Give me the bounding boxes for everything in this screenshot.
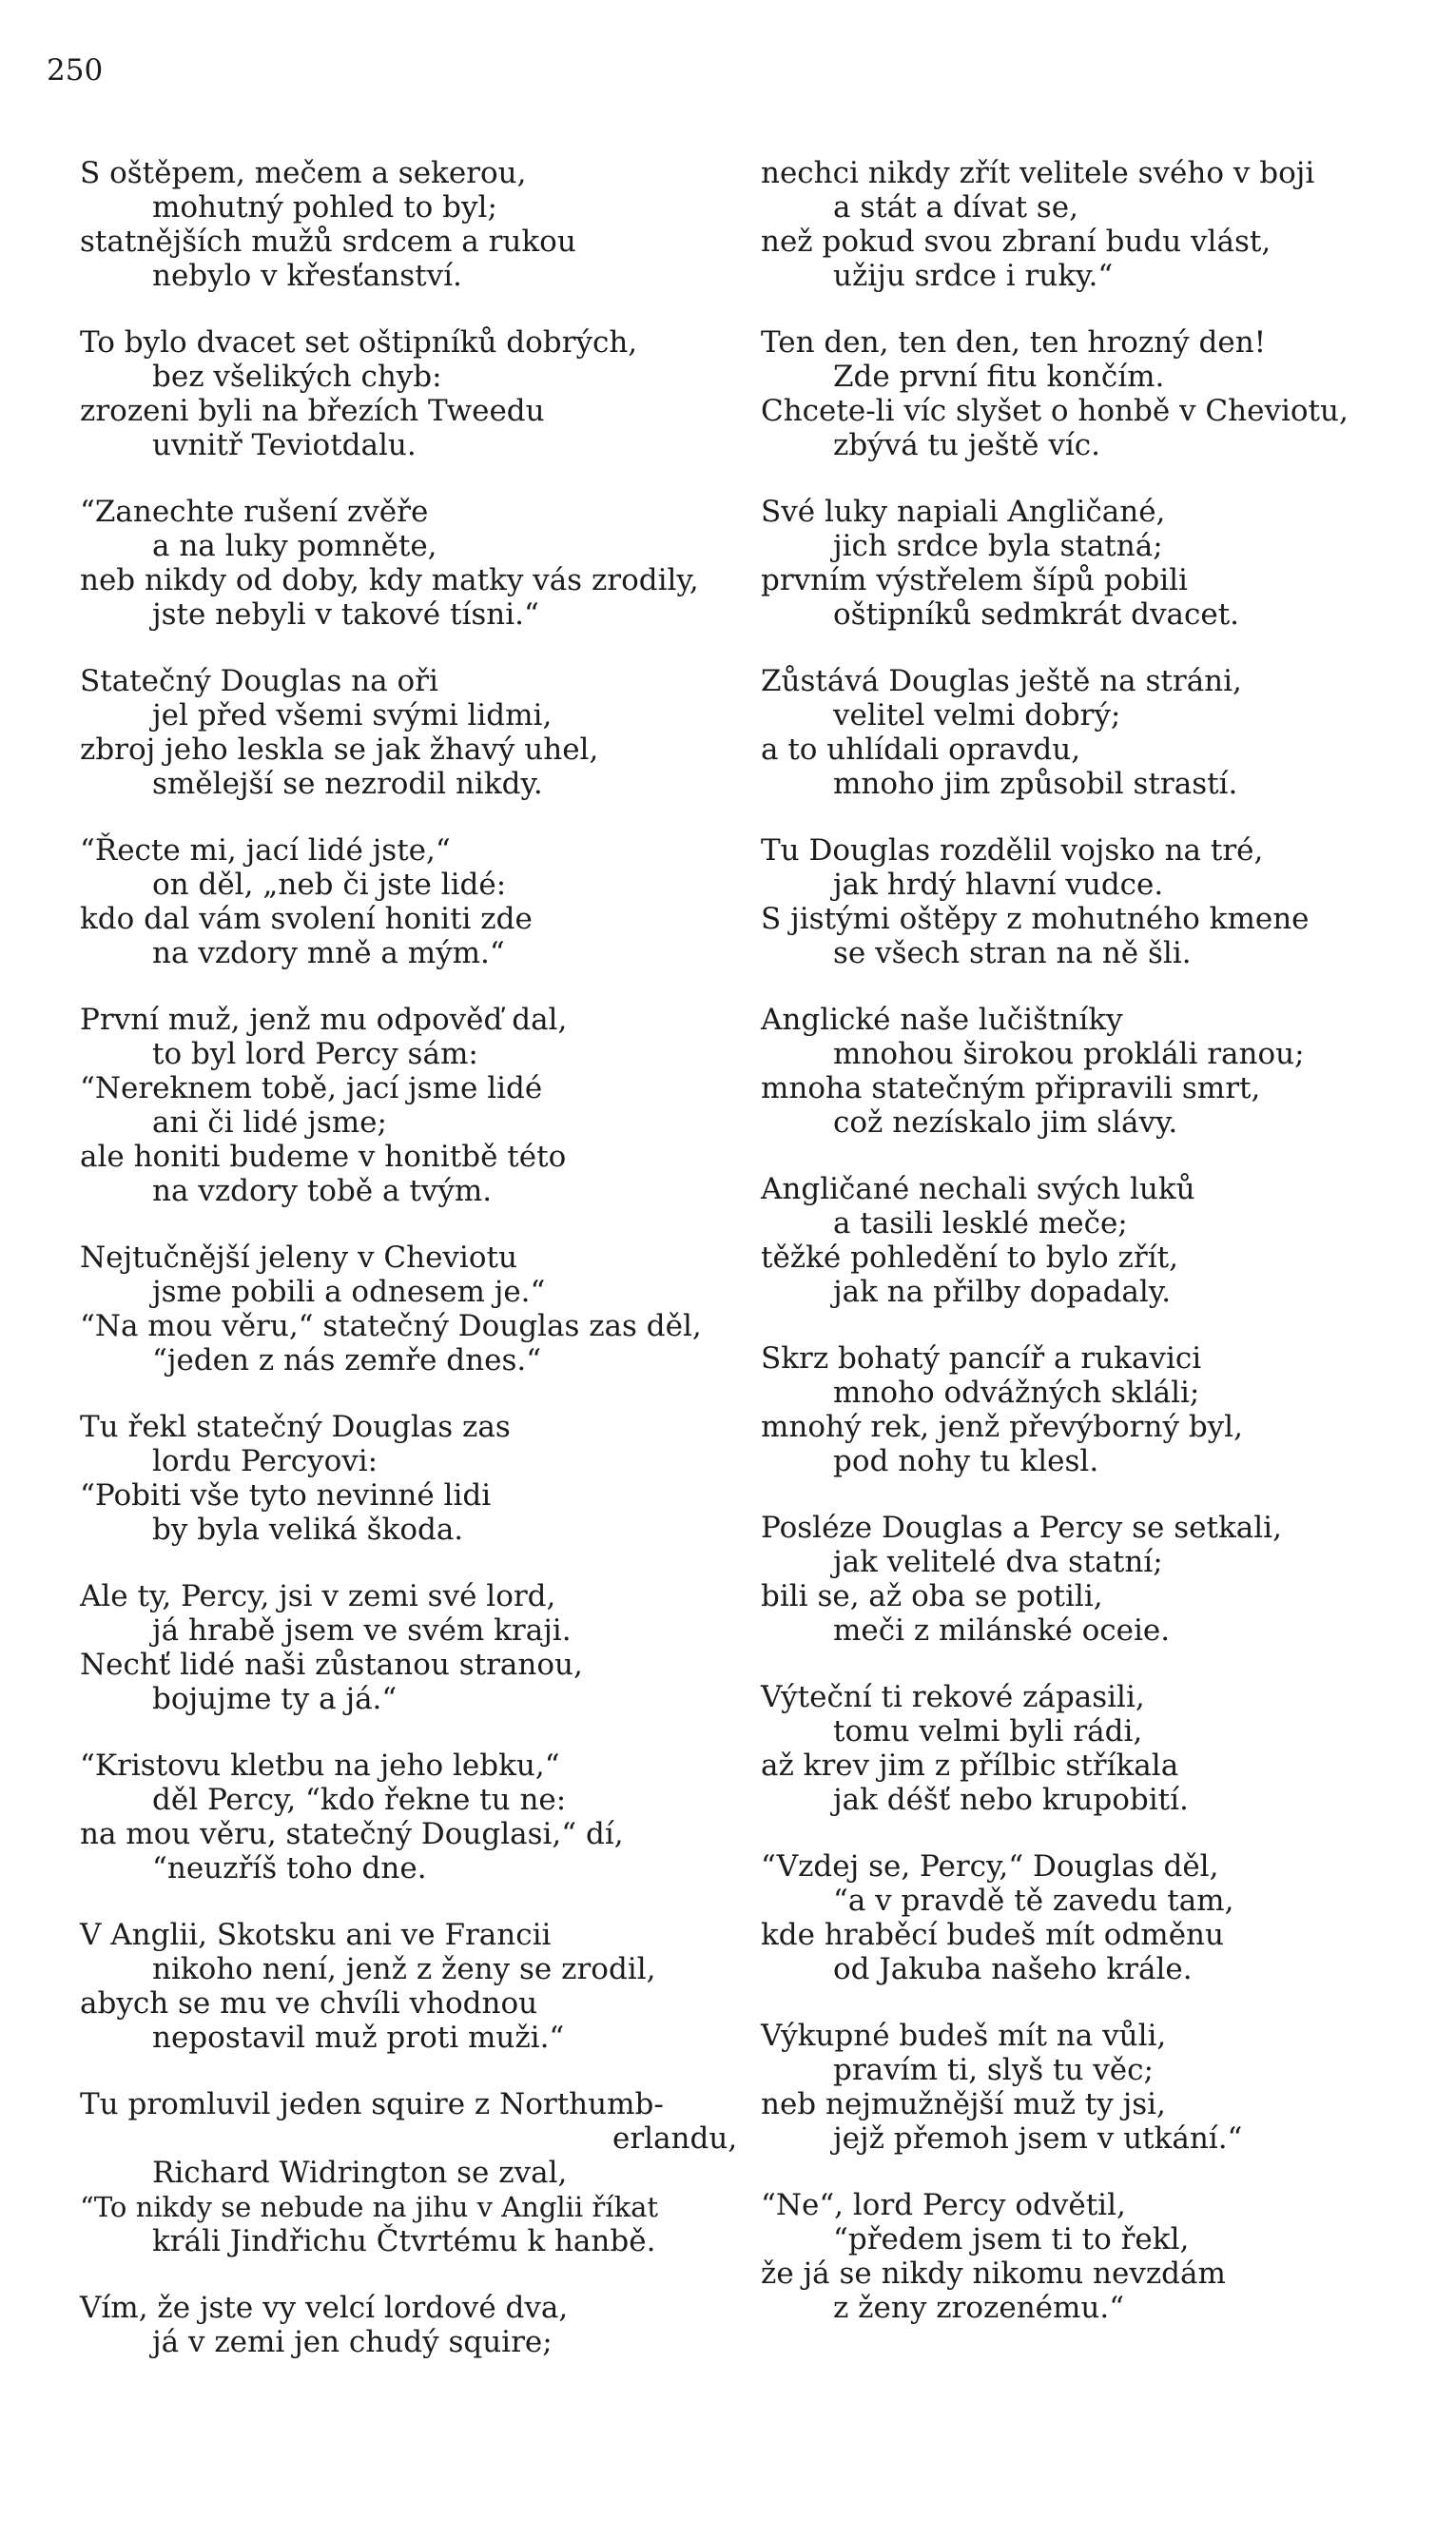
verse-line: Zůstává Douglas ještě na stráni, [761,664,1242,698]
stanza [80,495,746,632]
verse-line: “předem jsem ti to řekl, [833,2222,1190,2257]
verse-line: jak na přilby dopadaly. [833,1275,1172,1309]
verse-line: zbývá tu ještě víc. [833,428,1100,462]
stanza [80,325,746,462]
verse-line: Nejtučnější jeleny v Cheviotu [80,1241,517,1275]
verse-line: Své luky napiali Angličané, [761,495,1166,529]
verse-line: to byl lord Percy sám: [152,1037,478,1071]
verse-line: První muž, jenž mu odpověď dal, [80,1003,568,1037]
stanza [761,156,1441,293]
verse-line: Tu Douglas rozdělil vojsko na tré, [761,833,1264,868]
verse-line: “jeden z nás zemře dnes.“ [152,1343,542,1377]
verse-line: Ale ty, Percy, jsi v zemi své lord, [80,1579,556,1613]
verse-line: jejž přemoh jsem v utkání.“ [833,2121,1243,2156]
verse-line: “Pobiti vše tyto nevinné lidi [80,1478,492,1513]
verse-line: S oštěpem, mečem a sekerou, [80,156,527,190]
verse-line: Ten den, ten den, ten hrozný den! [761,325,1267,360]
verse-line: “Nereknem tobě, jací jsme lidé [80,1071,543,1105]
stanza [761,1849,1441,1986]
verse-line: “Ne“, lord Percy odvětil, [761,2188,1126,2222]
verse-line: bez všelikých chyb: [152,360,442,394]
stanza [761,833,1441,970]
verse-line: pravím ti, slyš tu věc; [833,2053,1154,2087]
left-column [80,156,746,2392]
stanza [761,325,1441,462]
verse-line: jak déšť nebo krupobití. [833,1783,1189,1817]
verse-line: abych se mu ve chvíli vhodnou [80,1986,538,2021]
verse-line: jsme pobili a odnesem je.“ [152,1275,546,1309]
verse-line: ale honiti budeme v honitbě této [80,1140,567,1174]
verse-line: jich srdce byla statná; [833,529,1163,563]
verse-line: Nechť lidé naši zůstanou stranou, [80,1648,583,1682]
verse-line: já hrabě jsem ve svém kraji. [152,1613,572,1648]
verse-line: těžké pohledění to bylo zřít, [761,1241,1178,1275]
verse-line: “neuzříš toho dne. [152,1851,427,1885]
verse-line: nechci nikdy zřít velitele svého v boji [761,156,1315,190]
verse-line: by byla veliká škoda. [152,1513,464,1547]
verse-line: mnohý rek, jenž převýborný byl, [761,1410,1243,1444]
verse-line: Statečný Douglas na oři [80,664,438,698]
stanza [80,1749,746,1885]
verse-line: Chcete-li víc slyšet o honbě v Cheviotu, [761,394,1349,428]
stanza [80,1918,746,2055]
verse-line: uvnitř Teviotdalu. [152,428,417,462]
verse-line: od Jakuba našeho krále. [833,1952,1193,1986]
verse-line: se všech stran na ně šli. [833,936,1192,970]
verse-line: prvním výstřelem šípů pobili [761,563,1188,597]
verse-line: zbroj jeho leskla se jak žhavý uhel, [80,733,599,767]
stanza [761,2019,1441,2156]
verse-line: Výteční ti rekové zápasili, [761,1680,1145,1714]
verse-line: lordu Percyovi: [152,1444,379,1478]
verse-line: jste nebyli v takové tísni.“ [152,597,539,632]
verse-line: tomu velmi byli rádi, [833,1714,1143,1749]
verse-line: mnoho jim způsobil strastí. [833,767,1238,801]
verse-line: mnoha statečným připravili smrt, [761,1071,1261,1105]
verse-line: děl Percy, “kdo řekne tu ne: [152,1783,567,1817]
stanza [80,2087,746,2258]
verse-line: To bylo dvacet set oštipníků dobrých, [80,325,638,360]
verse-line: užiju srdce i ruky.“ [833,259,1114,293]
verse-line: Anglické naše lučištníky [761,1003,1123,1037]
verse-line: zrozeni byli na březích Tweedu [80,394,545,428]
verse-line: Tu promluvil jeden squire z Northumb- [80,2087,664,2121]
stanza [80,1410,746,1547]
verse-line: na vzdory mně a mým.“ [152,936,505,970]
stanza [80,664,746,801]
verse-line: “Na mou věru,“ statečný Douglas zas děl, [80,1309,702,1343]
verse-line: kde hraběcí budeš mít odměnu [761,1918,1224,1952]
right-column [761,156,1441,2357]
verse-line: a stát a dívat se, [833,190,1079,225]
page-number: 250 [47,53,104,88]
verse-line: bili se, až oba se potili, [761,1579,1103,1613]
stanza [761,1003,1441,1140]
verse-line: že já se nikdy nikomu nevzdám [761,2257,1226,2291]
verse-line: Tu řekl statečný Douglas zas [80,1410,511,1444]
stanza [761,664,1441,801]
verse-line: já v zemi jen chudý squire; [152,2325,553,2359]
stanza [80,1579,746,1716]
verse-line: neb nikdy od doby, kdy matky vás zrodily, [80,563,699,597]
stanza [761,1680,1441,1817]
verse-line: králi Jindřichu Čtvrtému k hanbě. [152,2224,656,2258]
stanza [761,2188,1441,2325]
verse-line: a tasili lesklé meče; [833,1206,1128,1241]
stanza [761,495,1441,632]
verse-line: bojujme ty a já.“ [152,1682,398,1716]
stanza [80,833,746,970]
stanza [80,156,746,293]
verse-line: mohutný pohled to byl; [152,190,497,225]
verse-line: než pokud svou zbraní budu vlást, [761,225,1272,259]
verse-line: V Anglii, Skotsku ani ve Francii [80,1918,552,1952]
verse-line: Zde první fitu končím. [833,360,1165,394]
verse-line: nebylo v křesťanství. [152,259,462,293]
verse-line: Richard Widrington se zval, [152,2156,568,2190]
verse-line: na mou věru, statečný Douglasi,“ dí, [80,1817,624,1851]
verse-line: statnějších mužů srdcem a rukou [80,225,576,259]
verse-line: až krev jim z přílbic stříkala [761,1749,1179,1783]
stanza [80,1003,746,1208]
verse-line: velitel velmi dobrý; [833,698,1121,733]
stanza [761,1511,1441,1648]
verse-line: pod nohy tu klesl. [833,1444,1099,1478]
verse-line: “a v pravdě tě zavedu tam, [833,1884,1234,1918]
verse-line: meči z milánské oceie. [833,1613,1171,1648]
verse-line: ani či lidé jsme; [152,1105,387,1140]
stanza [80,2291,746,2359]
verse-line: mnohou širokou prokláli ranou; [833,1037,1305,1071]
verse-line: oštipníků sedmkrát dvacet. [833,597,1240,632]
verse-line: Angličané nechali svých luků [761,1172,1195,1206]
verse-line: “Kristovu kletbu na jeho lebku,“ [80,1749,560,1783]
verse-line: kdo dal vám svolení honiti zde [80,902,533,936]
verse-line: a to uhlídali opravdu, [761,733,1081,767]
verse-line: Posléze Douglas a Percy se setkali, [761,1511,1282,1545]
verse-line: “Zanechte rušení zvěře [80,495,429,529]
verse-line: na vzdory tobě a tvým. [152,1174,493,1208]
verse-line: on děl, „neb či jste lidé: [152,868,507,902]
verse-line: nikoho není, jenž z ženy se zrodil, [152,1952,656,1986]
verse-line: “To nikdy se nebude na jihu v Anglii říkat [80,2191,659,2223]
verse-line: neb nejmužnější muž ty jsi, [761,2087,1166,2121]
verse-line: jel před všemi svými lidmi, [152,698,553,733]
verse-line: Skrz bohatý pancíř a rukavici [761,1341,1202,1376]
stanza [80,1241,746,1377]
stanza [761,1172,1441,1309]
stanza [761,1341,1441,1478]
verse-line: což nezískalo jim slávy. [833,1105,1178,1140]
verse-line: z ženy zrozenému.“ [833,2291,1125,2325]
verse-line: “Vzdej se, Percy,“ Douglas děl, [761,1849,1219,1884]
verse-line: nepostavil muž proti muži.“ [152,2021,565,2055]
verse-line: S jistými oštěpy z mohutného kmene [761,902,1310,936]
verse-line: “Řecte mi, jací lidé jste,“ [80,833,451,868]
verse-line: a na luky pomněte, [152,529,437,563]
verse-line: Výkupné budeš mít na vůli, [761,2019,1167,2053]
verse-line: mnoho odvážných skláli; [833,1376,1200,1410]
verse-line: jak hrdý hlavní vudce. [833,868,1164,902]
verse-line: Vím, že jste vy velcí lordové dva, [80,2291,569,2325]
verse-line: jak velitelé dva statní; [833,1545,1163,1579]
verse-line: smělejší se nezrodil nikdy. [152,767,543,801]
verse-line-continuation: erlandu, [612,2121,738,2156]
